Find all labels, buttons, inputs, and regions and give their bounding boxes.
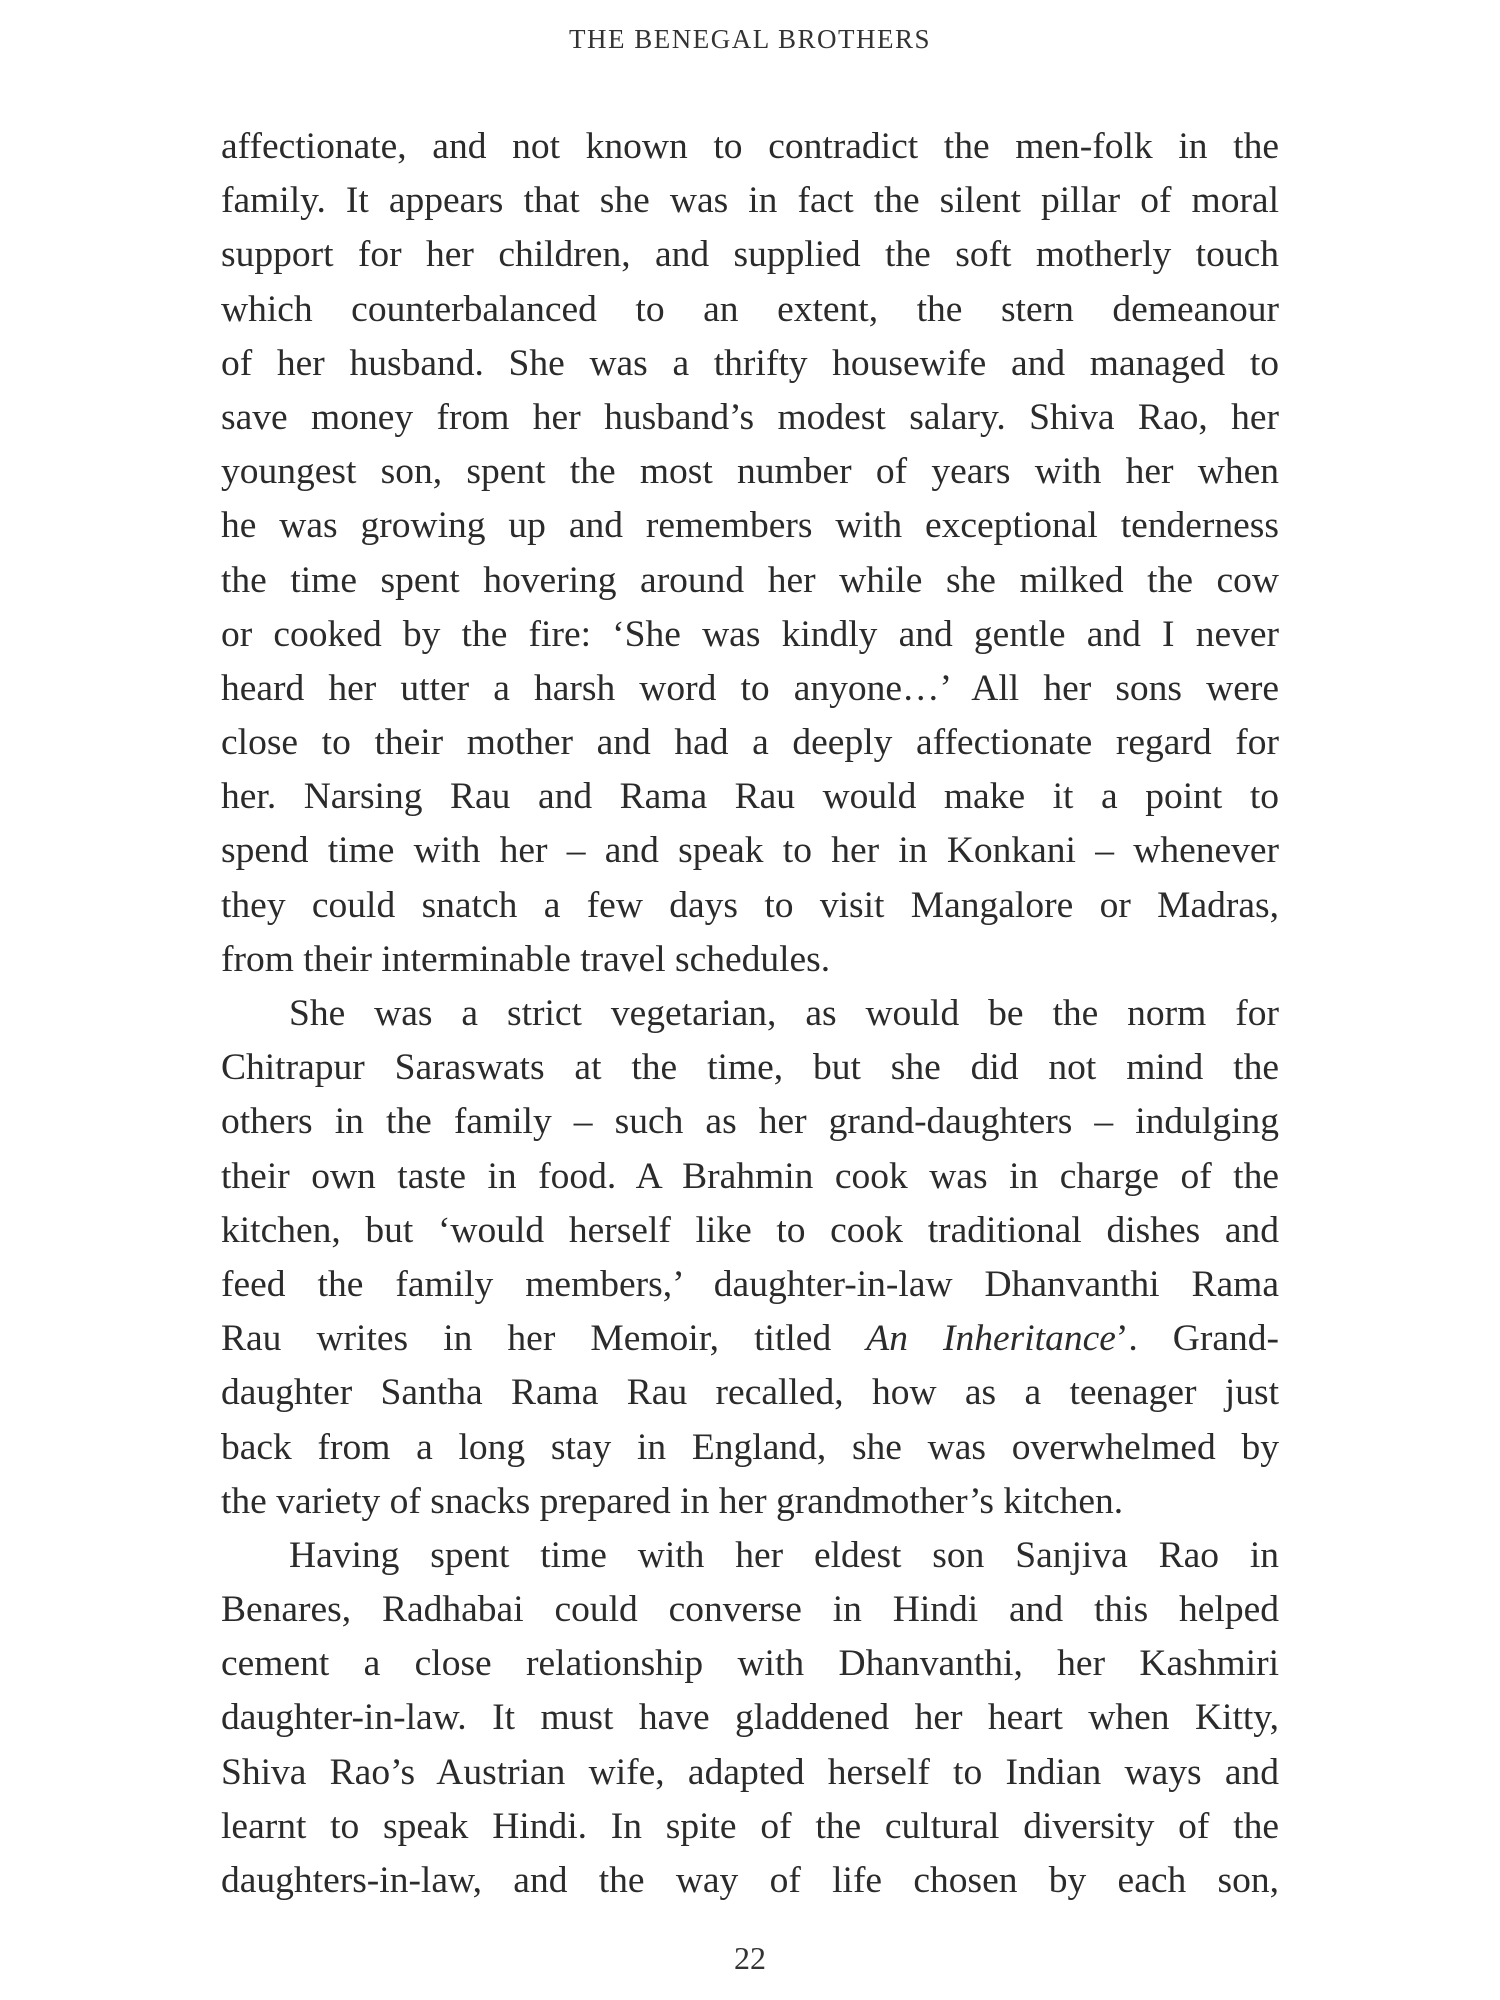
text-line: Benares, Radhabai could converse in Hindi and this helped bbox=[221, 1589, 1279, 1631]
text-line: the time spent hovering around her while she milked the cow bbox=[221, 559, 1279, 601]
paragraph bbox=[221, 120, 1279, 987]
text-line: Shiva Rao’s Austrian wife, adapted herself to Indian ways and bbox=[221, 1751, 1279, 1793]
text-line: the variety of snacks prepared in her grandmother’s kitchen. bbox=[221, 1480, 1124, 1522]
text-line: or cooked by the fire: ‘She was kindly and gentle and I never bbox=[221, 613, 1279, 655]
text-line: Chitrapur Saraswats at the time, but she did not mind the bbox=[221, 1047, 1279, 1089]
book-title: An Inheritance bbox=[866, 1318, 1116, 1360]
text-line: close to their mother and had a deeply affectionate regard for bbox=[221, 722, 1279, 764]
text-line: family. It appears that she was in fact the silent pillar of moral bbox=[221, 180, 1279, 222]
text-line: support for her children, and supplied the soft motherly touch bbox=[221, 234, 1279, 276]
text-line: daughters-in-law, and the way of life chosen by each son, bbox=[221, 1860, 1279, 1901]
paragraph bbox=[221, 987, 1279, 1529]
text-line: Having spent time with her eldest son Sanjiva Rao in bbox=[289, 1534, 1279, 1576]
text-line: kitchen, but ‘would herself like to cook traditional dishes and bbox=[221, 1209, 1279, 1251]
text-line: She was a strict vegetarian, as would be the norm for bbox=[289, 993, 1279, 1034]
text-line: they could snatch a few days to visit Mangalore or Madras, bbox=[221, 884, 1279, 926]
text-line: youngest son, spent the most number of years with her when bbox=[221, 451, 1279, 493]
text-segment: ’. Grand- bbox=[1115, 1318, 1279, 1360]
running-head: THE BENEGAL BROTHERS bbox=[569, 24, 931, 54]
text-line: from their interminable travel schedules. bbox=[221, 938, 831, 980]
text-line: feed the family members,’ daughter-in-law Dhanvanthi Rama bbox=[221, 1263, 1279, 1305]
text-line: spend time with her – and speak to her in Konkani – whenever bbox=[221, 830, 1279, 872]
text-line: their own taste in food. A Brahmin cook was in charge of the bbox=[221, 1155, 1279, 1197]
text-line: daughter Santha Rama Rau recalled, how as a teenager just bbox=[221, 1372, 1279, 1414]
text-segment: Rau writes in her Memoir, titled bbox=[221, 1318, 867, 1360]
text-line: cement a close relationship with Dhanvanthi, her Kashmiri bbox=[221, 1643, 1279, 1685]
text-line: save money from her husband’s modest salary. Shiva Rao, her bbox=[221, 396, 1279, 438]
text-line: he was growing up and remembers with exceptional tenderness bbox=[221, 505, 1279, 547]
page-number: 22 bbox=[734, 1940, 766, 1976]
text-line: daughter-in-law. It must have gladdened her heart when Kitty, bbox=[221, 1697, 1279, 1739]
text-line: others in the family – such as her grand-daughters – indulging bbox=[221, 1101, 1279, 1143]
body-text bbox=[221, 120, 1279, 1908]
text-line: heard her utter a harsh word to anyone…’ All her sons were bbox=[221, 667, 1279, 709]
text-line: which counterbalanced to an extent, the stern demeanour bbox=[221, 288, 1279, 330]
text-line: of her husband. She was a thrifty housewife and managed to bbox=[221, 342, 1279, 384]
text-line: her. Narsing Rau and Rama Rau would make it a point to bbox=[221, 776, 1279, 818]
text-line-with-italic-title bbox=[221, 1312, 1279, 1366]
text-line: affectionate, and not known to contradict the men-folk in the bbox=[221, 126, 1279, 167]
text-line: learnt to speak Hindi. In spite of the cultural diversity of the bbox=[221, 1805, 1279, 1847]
paragraph bbox=[221, 1529, 1279, 1908]
text-line: back from a long stay in England, she was overwhelmed by bbox=[221, 1426, 1279, 1468]
